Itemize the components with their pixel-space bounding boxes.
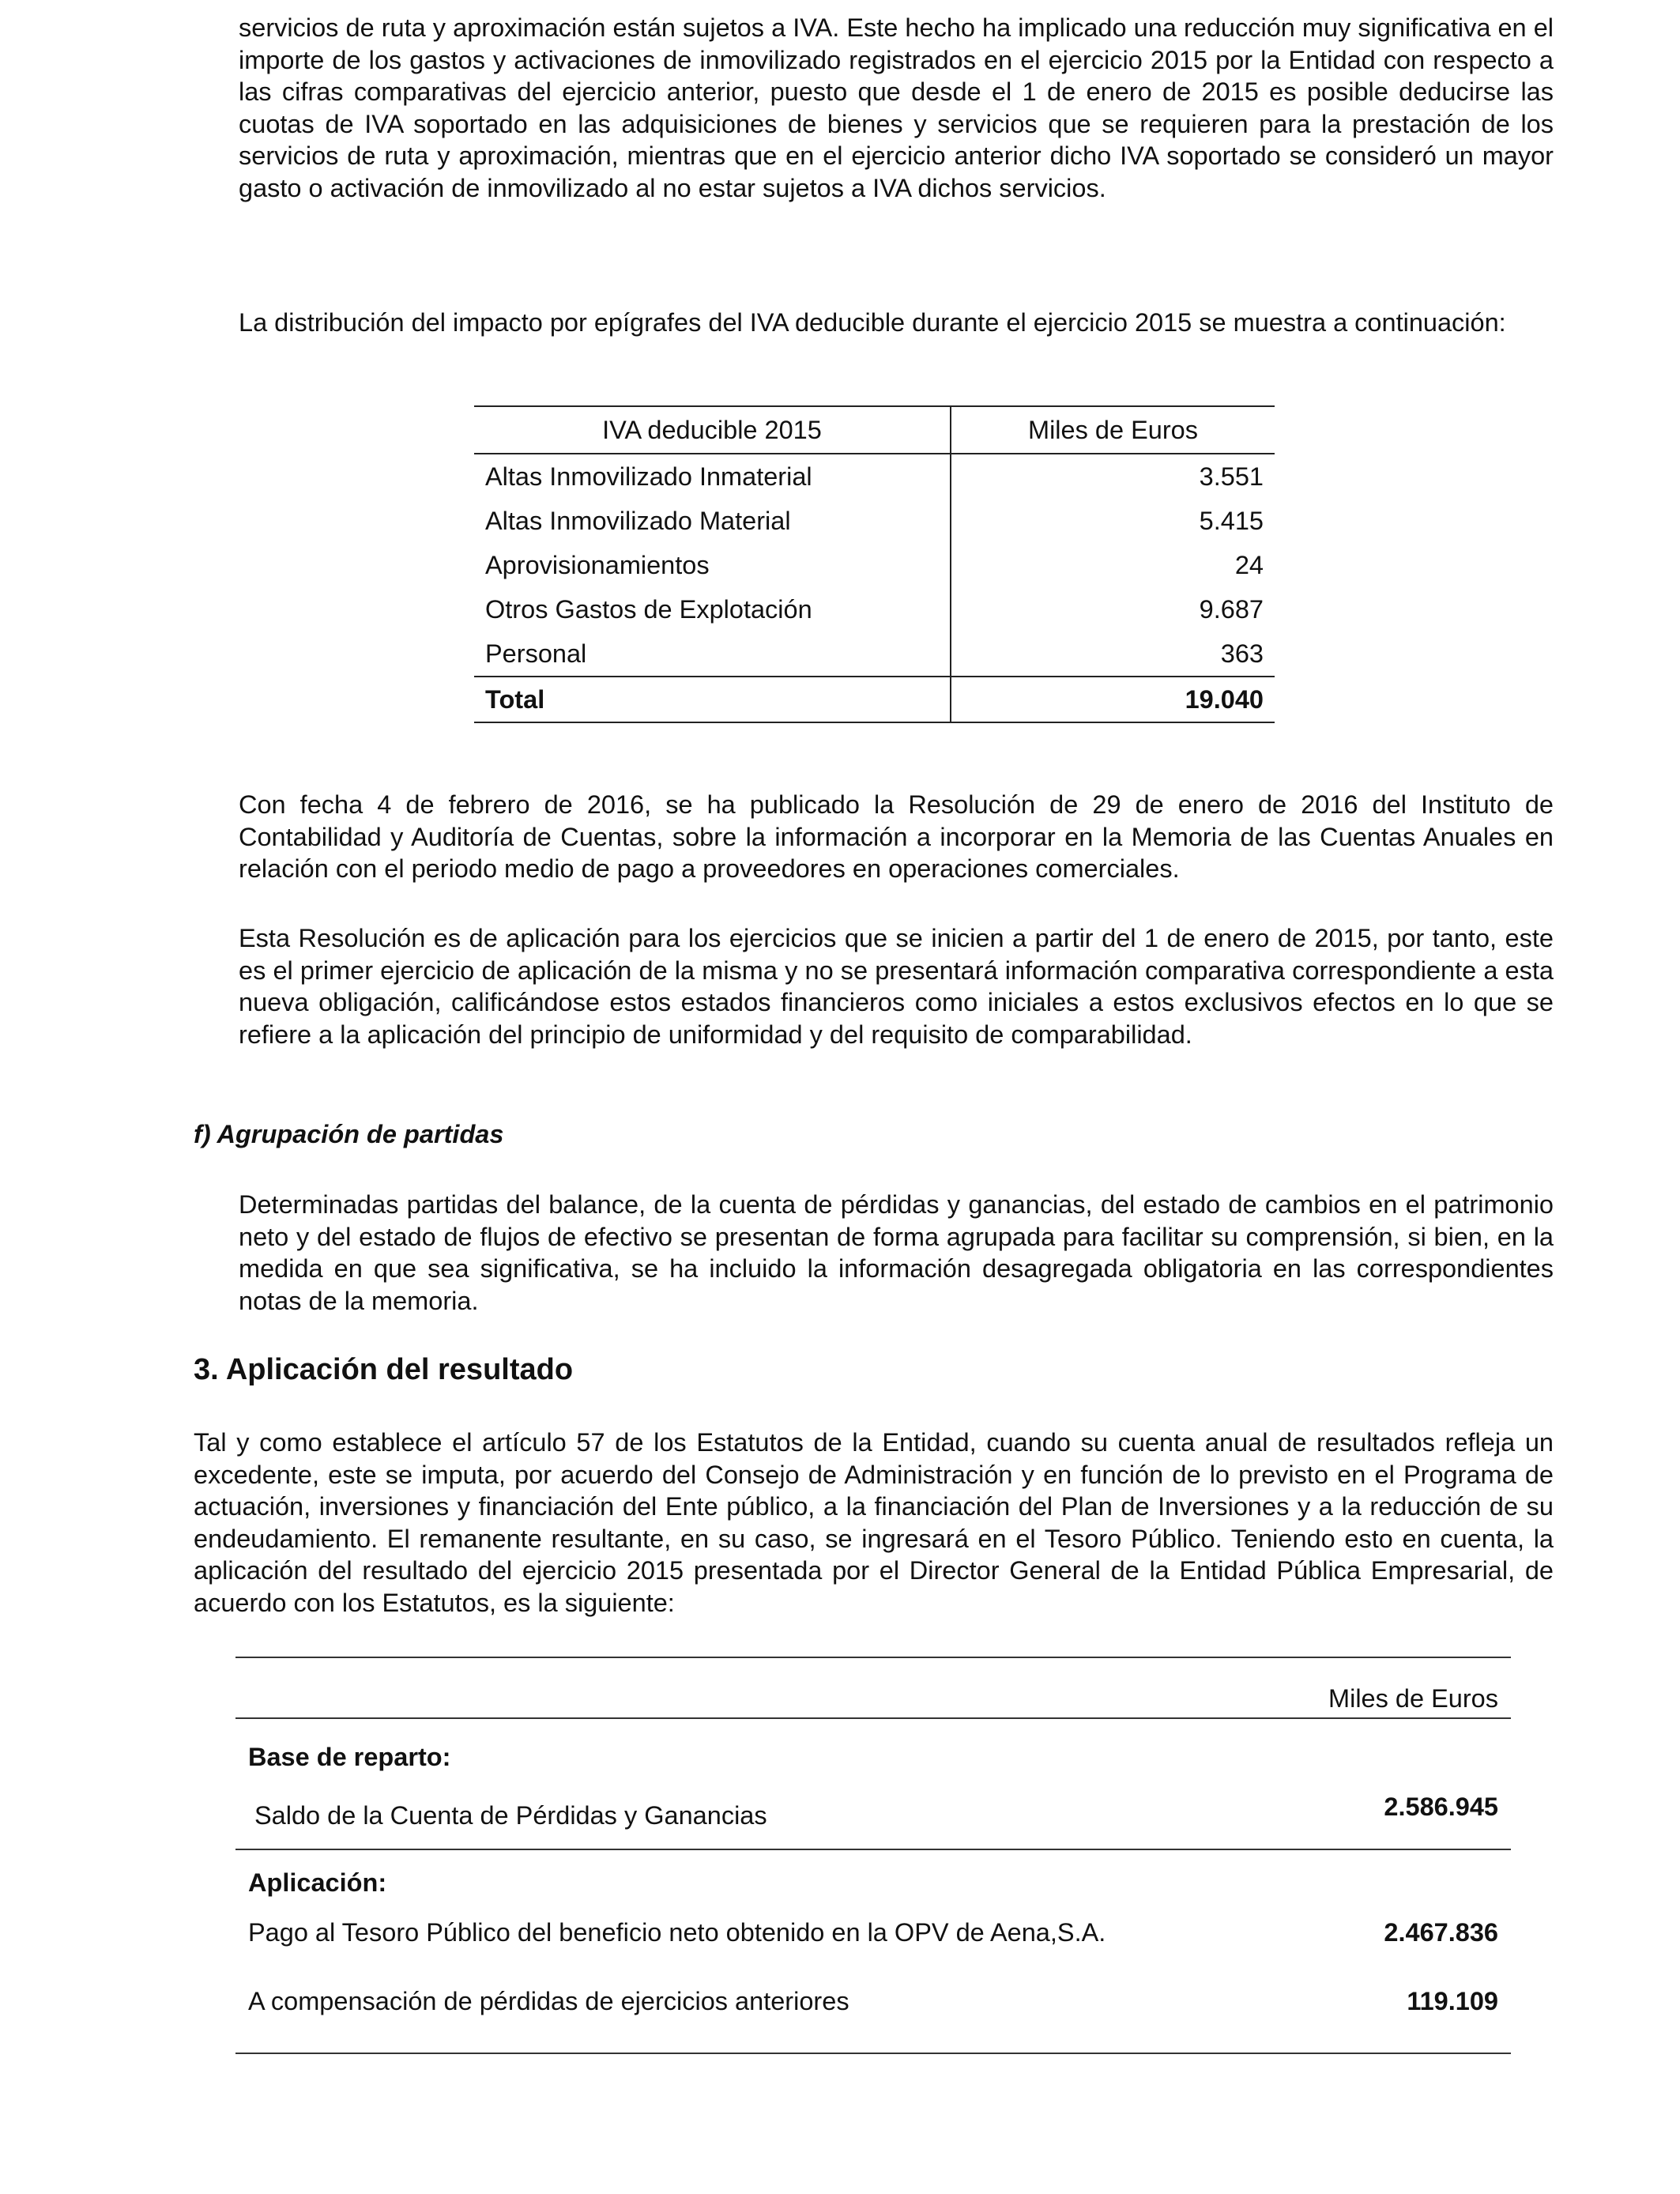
table-row xyxy=(474,631,1275,677)
table-rule xyxy=(235,1849,1511,1850)
row-value: 363 xyxy=(951,631,1275,677)
base-reparto-label: Saldo de la Cuenta de Pérdidas y Ganancias xyxy=(254,1801,767,1830)
paragraph-aplicacion: Tal y como establece el artículo 57 de los Estatutos de la Entidad, cuando su cuenta anual de resultados refleja un excedente, este se imputa, por acuerdo del Consejo de Administración y en función de lo previsto en el Programa de actuación, inversiones y financiación del Ente público, a la financiación del Plan de Inversiones y a la reducción de su endeudamiento. El remanente resultante, en su caso, se ingresará en el Tesoro Público. Teniendo esto en cuenta, la aplicación del resultado del ejercicio 2015 presentada por el Director General de la Entidad Pública Empresarial, de acuerdo con los Estatutos, es la siguiente: xyxy=(194,1428,1554,1617)
paragraph-resolucion-fecha: Con fecha 4 de febrero de 2016, se ha publicado la Resolución de 29 de enero de 2016 del Instituto de Contabilidad y Auditoría de Cuentas, sobre la información a incorporar en la Memoria de las Cuentas Anuales en relación con el periodo medio de pago a proveedores en operaciones comerciales. xyxy=(239,790,1554,883)
column-header: Miles de Euros xyxy=(1328,1684,1498,1713)
iva-deducible-table xyxy=(474,405,1275,723)
paragraph-iva-distribution: La distribución del impacto por epígrafes del IVA deducible durante el ejercicio 2015 se muestra a continuación: xyxy=(239,308,1506,337)
row-value: 24 xyxy=(951,543,1275,587)
row-label: Otros Gastos de Explotación xyxy=(485,594,812,624)
aplicacion-row-label: A compensación de pérdidas de ejercicios anteriores xyxy=(248,1987,849,2015)
column-header: Miles de Euros xyxy=(951,406,1275,454)
section-heading-aplicacion: 3. Aplicación del resultado xyxy=(194,1353,574,1386)
table-total-row xyxy=(474,677,1275,722)
row-value: 5.415 xyxy=(951,499,1275,543)
table-rule xyxy=(235,2053,1511,2054)
aplicacion-row-value: 119.109 xyxy=(1407,1987,1498,2015)
base-reparto-value: 2.586.945 xyxy=(1384,1793,1498,1821)
paragraph-resolucion-aplicacion: Esta Resolución es de aplicación para los ejercicios que se inicien a partir del 1 de enero de 2015, por tanto, este es el primer ejercicio de aplicación de la misma y no se presentará información comparativa correspondiente a esta nueva obligación, calificándose estos estados financieros como iniciales a estos exclusivos efectos en lo que se refiere a la aplicación del principio de uniformidad y del requisito de comparabilidad. xyxy=(239,924,1554,1049)
section-heading-agrupacion: f) Agrupación de partidas xyxy=(194,1120,504,1148)
table-rule xyxy=(235,1657,1511,1658)
row-label: Altas Inmovilizado Material xyxy=(485,506,791,535)
base-reparto-title: Base de reparto: xyxy=(248,1743,451,1771)
row-value: 3.551 xyxy=(951,454,1275,499)
total-value: 19.040 xyxy=(951,677,1275,722)
table-row xyxy=(474,587,1275,631)
table-row xyxy=(474,454,1275,499)
table-rule xyxy=(235,1717,1511,1719)
row-label: Personal xyxy=(485,639,587,668)
table-row xyxy=(474,499,1275,543)
row-label: Aprovisionamientos xyxy=(485,550,710,579)
aplicacion-row-label: Pago al Tesoro Público del beneficio neto obtenido en la OPV de Aena,S.A. xyxy=(248,1918,1106,1947)
paragraph-iva-intro: servicios de ruta y aproximación están sujetos a IVA. Este hecho ha implicado una reducción muy significativa en el importe de los gastos y activaciones de inmovilizado registrados en el ejercicio 2015 por la Entidad con respecto a las cifras comparativas del ejercicio anterior, puesto que desde el 1 de enero de 2015 es posible deducirse las cuotas de IVA soportado en las adquisiciones de bienes y servicios que se requieren para la prestación de los servicios de ruta y aproximación, mientras que en el ejercicio anterior dicho IVA soportado se consideró un mayor gasto o activación de inmovilizado al no estar sujetos a IVA dichos servicios. xyxy=(239,13,1554,202)
aplicacion-row-value: 2.467.836 xyxy=(1384,1918,1498,1947)
aplicacion-title: Aplicación: xyxy=(248,1868,387,1897)
column-header: IVA deducible 2015 xyxy=(602,415,822,444)
table-header-row xyxy=(474,406,1275,454)
table-row xyxy=(474,543,1275,587)
row-value: 9.687 xyxy=(951,587,1275,631)
row-label: Altas Inmovilizado Inmaterial xyxy=(485,462,812,491)
paragraph-agrupacion: Determinadas partidas del balance, de la cuenta de pérdidas y ganancias, del estado de cambios en el patrimonio neto y del estado de flujos de efectivo se presentan de forma agrupada para facilitar su comprensión, si bien, en la medida en que sea significativa, se ha incluido la información desagregada obligatoria en las correspondientes notas de la memoria. xyxy=(239,1190,1554,1315)
total-label: Total xyxy=(485,684,545,714)
